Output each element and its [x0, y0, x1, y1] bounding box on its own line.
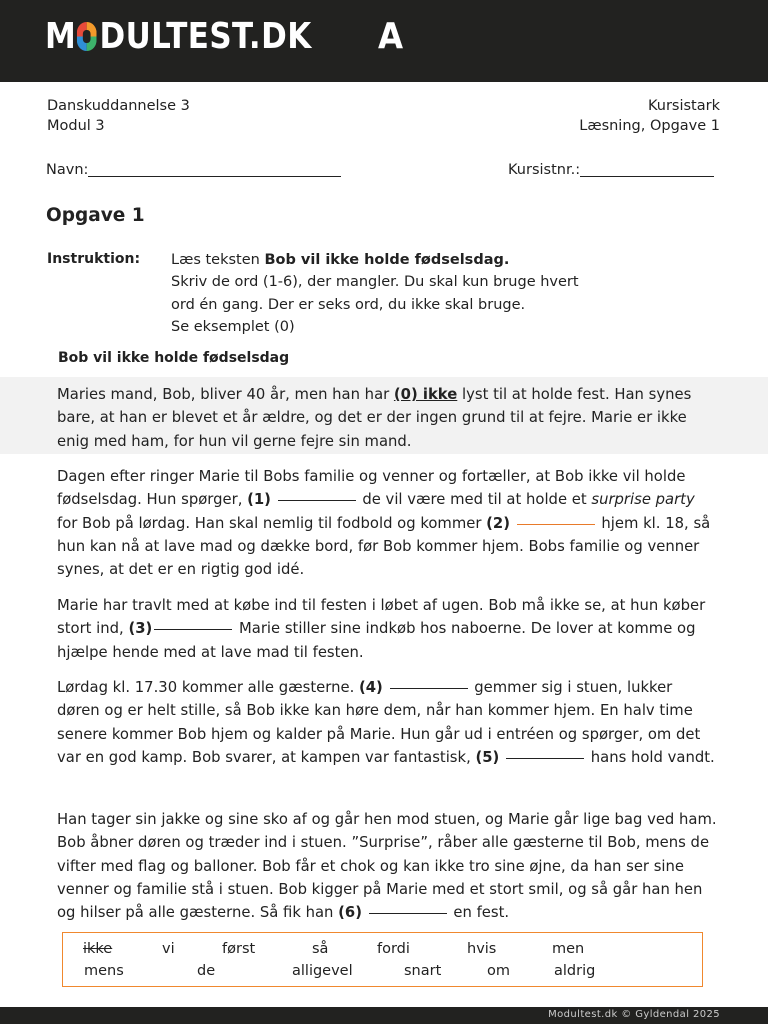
name-line[interactable] [88, 176, 341, 177]
gap-1-number: (1) [247, 491, 271, 509]
word-option: ikke [83, 941, 113, 957]
paragraph-text: for Bob på lørdag. Han skal nemlig til fodbold og kommer [57, 514, 487, 532]
paragraph-text: Lørdag kl. 17.30 kommer alle gæsterne. [57, 679, 359, 696]
word-option: de [197, 963, 216, 979]
word-option: alligevel [292, 963, 353, 979]
word-bank [62, 932, 703, 987]
gap-3-blank[interactable] [154, 628, 232, 630]
paragraph-text: lyst til at holde fest. Han synes bare, at han er blevet et år ældre, og det er der ingen grund til at fejre. Marie er ikke enig med ham, for hun vil gerne fejre sin mand. [57, 386, 692, 450]
paragraph-text: gemmer sig i stuen, lukker døren og er helt stille, så Bob ikke kan høre dem, når han kommer hjem. En halv time senere kommer Bob hjem og kalder på Marie. Hun går ud i entréen og spørger, om det var en god kamp. Bob svarer, at kampen var fantastisk, [57, 679, 701, 766]
instruction-line-3: ord én gang. Der er seks ord, du ikke skal bruge. [171, 296, 526, 313]
word-option: så [312, 941, 329, 957]
word-option: fordi [377, 941, 410, 957]
paragraph-1 [57, 465, 717, 581]
instruction-line-1 [171, 249, 631, 271]
instruction-line-2: Skriv de ord (1-6), der mangler. Du skal kun bruge hvert [171, 274, 579, 291]
paragraph-text: de vil være med til at holde et [357, 491, 592, 509]
instruction-label: Instruktion: [47, 251, 141, 267]
gap-4-blank[interactable] [390, 687, 468, 689]
instruction-line-4: Se eksemplet (0) [171, 318, 295, 335]
gap-4-number: (4) [359, 679, 383, 696]
word-option: aldrig [554, 963, 596, 979]
word-option: om [487, 963, 510, 979]
paragraph-4 [57, 808, 717, 924]
paragraph-3 [57, 676, 717, 769]
booklet-info [579, 96, 720, 136]
paragraph-text: hjem kl. 18, så hun kan nå at lave mad og dække bord, før Bob kommer hjem. Bobs familie og venner synes, at det er en rigtig god idé. [57, 514, 711, 579]
gap-5-number: (5) [475, 748, 500, 766]
gap-2-number: (2) [486, 514, 510, 532]
gap-2-blank[interactable] [517, 523, 595, 525]
student-number-line[interactable] [580, 176, 714, 177]
student-number-label: Kursistnr.: [508, 162, 581, 178]
word-option: hvis [467, 941, 497, 957]
paragraph-text: en fest. [448, 904, 510, 922]
word-option: vi [162, 941, 175, 957]
name-label: Navn: [46, 162, 89, 178]
paragraph-text: Maries mand, Bob, bliver 40 år, men han har [57, 386, 394, 403]
word-option: men [552, 941, 585, 957]
gap-6-number: (6) [338, 904, 362, 922]
emphasis-text: surprise party [591, 491, 695, 509]
instruction-story-title: Bob vil ikke holde fødselsdag. [264, 252, 510, 268]
paragraph-example [57, 383, 717, 453]
example-answer: (0) ikke [393, 386, 458, 403]
course-info [47, 96, 190, 136]
task-title: Opgave 1 [46, 205, 145, 226]
brand-logo [45, 16, 312, 58]
paragraph-2 [57, 594, 717, 664]
level-badge: A [378, 16, 404, 57]
paragraph-text: Marie stiller sine indkøb hos naboerne. De lover at komme og hjælpe hende med at lave mad til festen. [57, 620, 696, 661]
course-name: Danskuddannelse 3 [47, 98, 190, 114]
name-field[interactable] [46, 160, 341, 180]
footer-copyright: Modultest.dk © Gyldendal 2025 [548, 1009, 720, 1020]
word-option: snart [404, 963, 442, 979]
logo-o-icon [77, 22, 97, 51]
word-option: først [222, 941, 256, 957]
brand-logo-text-end: DULTEST.DK [99, 16, 312, 57]
gap-1-blank[interactable] [278, 499, 356, 501]
gap-3-number: (3) [128, 620, 153, 638]
section-name: Læsning, Opgave 1 [579, 118, 720, 134]
story-title: Bob vil ikke holde fødselsdag [58, 350, 290, 366]
paragraph-text: Han tager sin jakke og sine sko af og går hen mod stuen, og Marie går lige bag ved ham. Bob åbner døren og træder ind i stuen. ”Surprise”, råber alle gæsterne til Bob, mens de vifter med flag og balloner. Bob får et chok og kan ikke tro sine øjne, da han ser sine venner og familie stå i stuen. Bob kigger på Marie med et stort smil, og så går han hen og hilser på alle gæsterne. Så fik han [57, 811, 717, 922]
paragraph-text: Marie har travlt med at købe ind til festen i løbet af ugen. Bob må ikke se, at hun køber stort ind, [57, 597, 706, 638]
brand-logo-text-start: M [45, 16, 77, 57]
student-number-field[interactable] [508, 160, 714, 180]
instruction-text [171, 249, 631, 338]
word-option: mens [84, 963, 124, 979]
instruction-line-1-text: Læs teksten [171, 252, 265, 268]
booklet-name: Kursistark [647, 98, 720, 114]
paragraph-text: hans hold vandt. [586, 748, 715, 766]
gap-5-blank[interactable] [506, 757, 584, 759]
gap-6-blank[interactable] [369, 912, 447, 914]
module-name: Modul 3 [47, 118, 105, 134]
paragraph-text: Dagen efter ringer Marie til Bobs familie og venner og fortæller, at Bob ikke vil holde fødselsdag. Hun spørger, [57, 468, 686, 509]
